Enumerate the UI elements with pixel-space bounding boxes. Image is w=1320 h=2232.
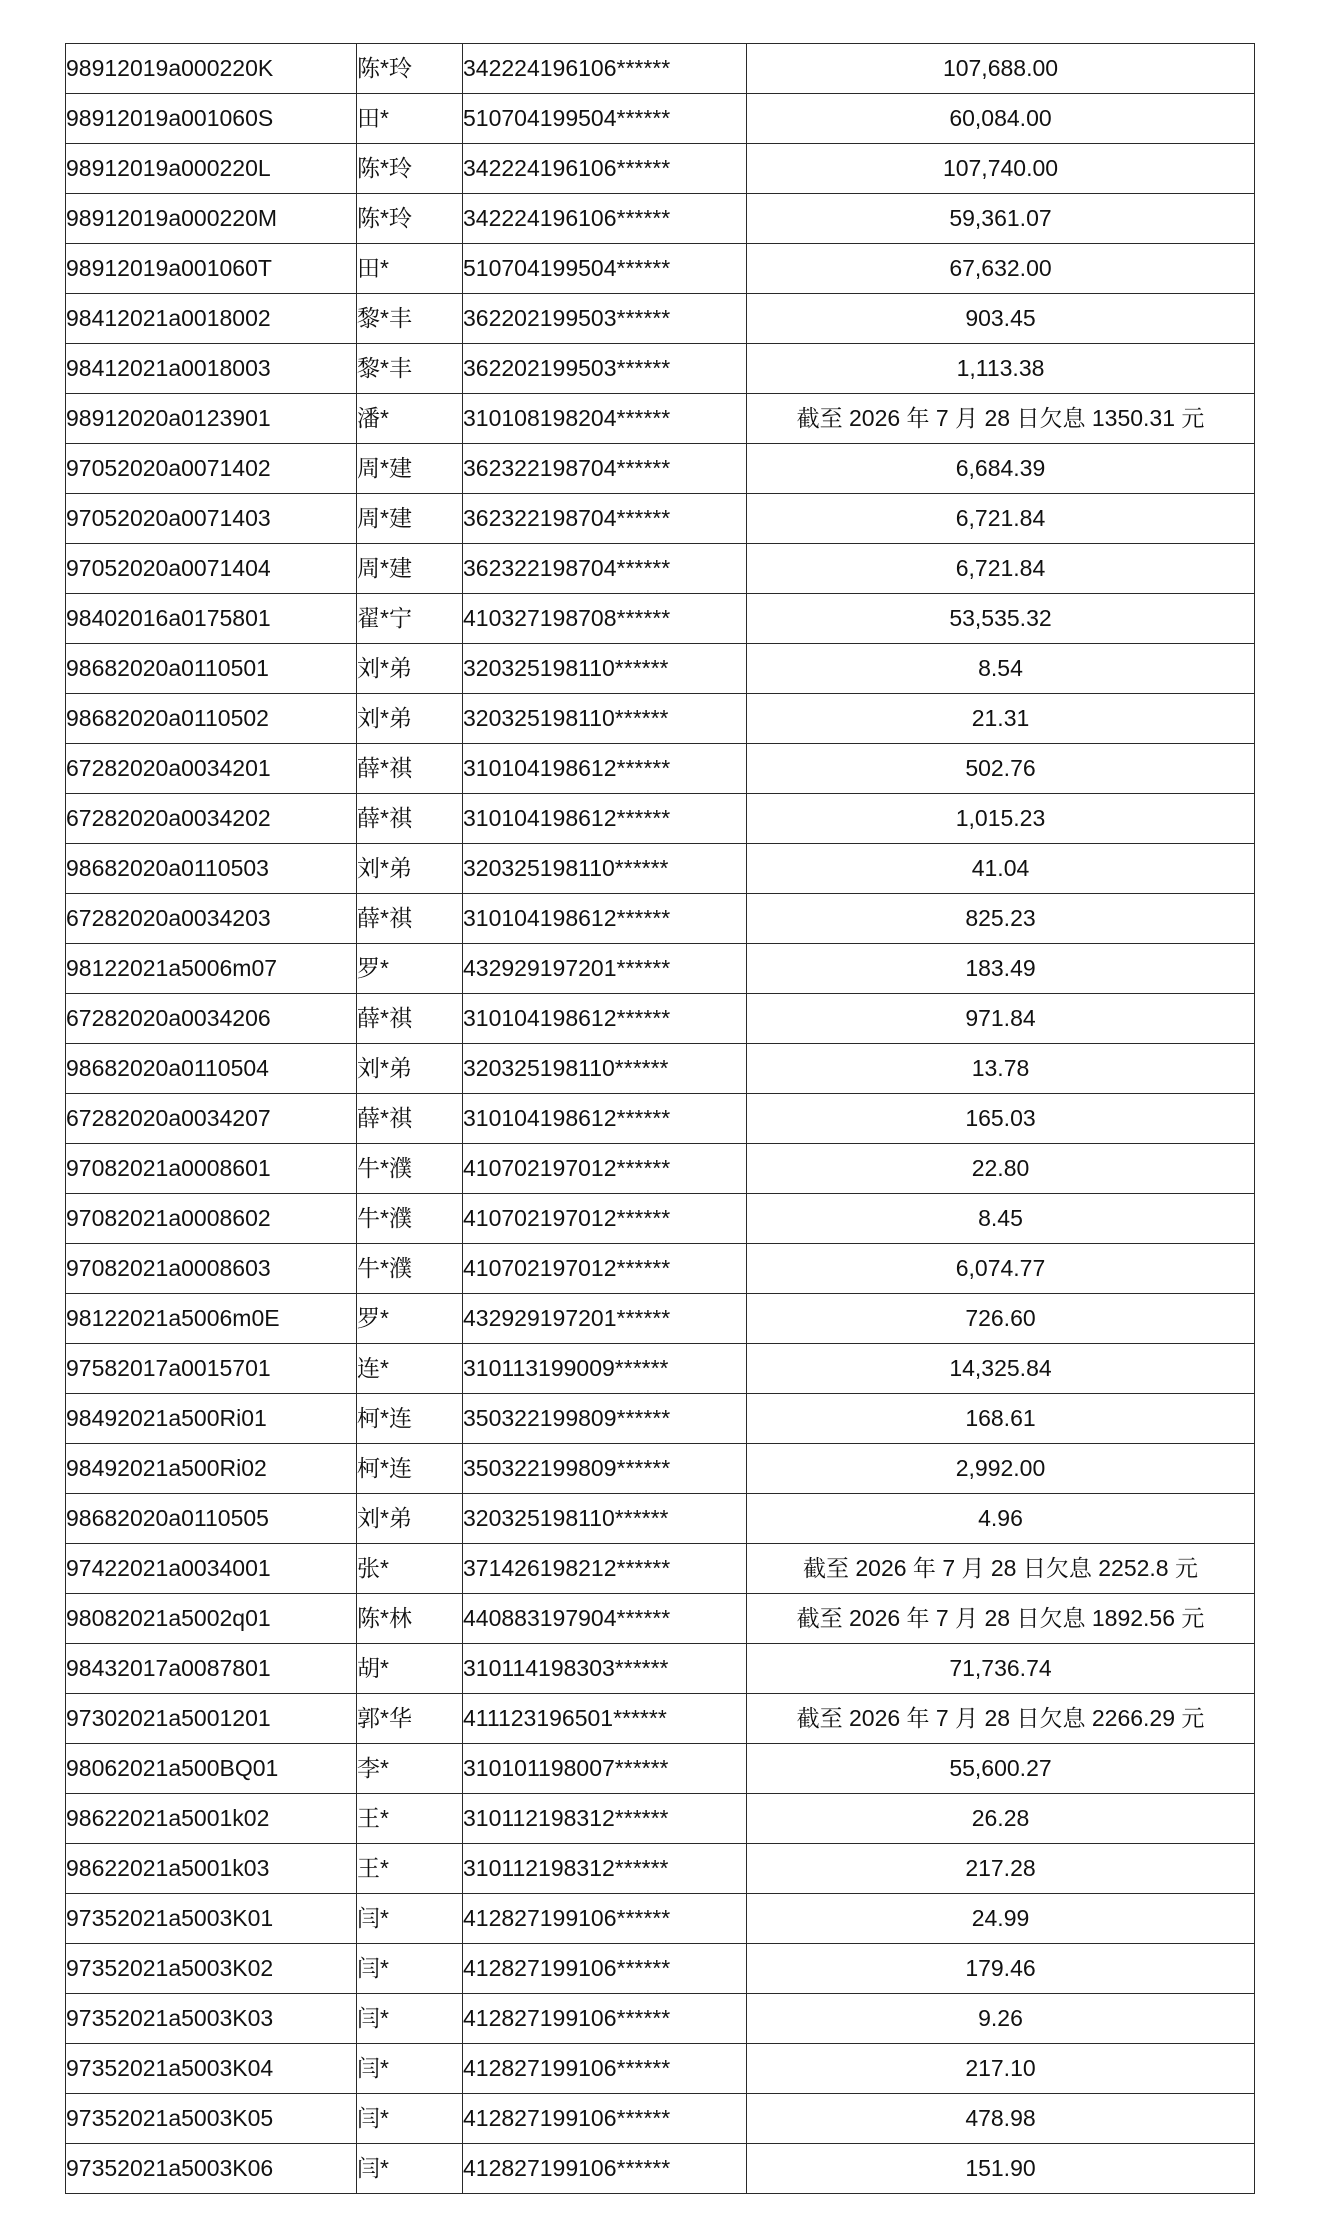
table-row <box>66 1894 1255 1944</box>
amount-cell: 截至 2026 年 7 月 28 日欠息 1892.56 元 <box>747 1594 1255 1644</box>
id-number-cell: 510704199504****** <box>463 244 747 294</box>
id-number-cell: 320325198110****** <box>463 1494 747 1544</box>
amount-cell: 165.03 <box>747 1094 1255 1144</box>
contract-number-cell: 98122021a5006m0E <box>66 1294 357 1344</box>
id-number-cell: 320325198110****** <box>463 1044 747 1094</box>
table-row <box>66 2044 1255 2094</box>
borrower-name-cell: 李* <box>357 1744 463 1794</box>
amount-cell: 971.84 <box>747 994 1255 1044</box>
id-number-cell: 350322199809****** <box>463 1444 747 1494</box>
amount-cell: 217.10 <box>747 2044 1255 2094</box>
borrower-name-cell: 张* <box>357 1544 463 1594</box>
borrower-name-cell: 陈*玲 <box>357 44 463 94</box>
table-row <box>66 594 1255 644</box>
table-row <box>66 744 1255 794</box>
table-row <box>66 1594 1255 1644</box>
borrower-name-cell: 薛*祺 <box>357 794 463 844</box>
contract-number-cell: 98412021a0018002 <box>66 294 357 344</box>
table-row <box>66 1394 1255 1444</box>
table-row <box>66 1044 1255 1094</box>
table-row <box>66 1344 1255 1394</box>
amount-cell: 179.46 <box>747 1944 1255 1994</box>
amount-cell: 217.28 <box>747 1844 1255 1894</box>
id-number-cell: 432929197201****** <box>463 944 747 994</box>
table-row <box>66 1294 1255 1344</box>
contract-number-cell: 98682020a0110504 <box>66 1044 357 1094</box>
amount-cell: 2,992.00 <box>747 1444 1255 1494</box>
contract-number-cell: 98682020a0110501 <box>66 644 357 694</box>
borrower-name-cell: 周*建 <box>357 494 463 544</box>
table-row <box>66 944 1255 994</box>
id-number-cell: 411123196501****** <box>463 1694 747 1744</box>
table-row <box>66 194 1255 244</box>
amount-cell: 71,736.74 <box>747 1644 1255 1694</box>
id-number-cell: 362322198704****** <box>463 494 747 544</box>
id-number-cell: 440883197904****** <box>463 1594 747 1644</box>
borrower-name-cell: 田* <box>357 244 463 294</box>
id-number-cell: 310101198007****** <box>463 1744 747 1794</box>
contract-number-cell: 98492021a500Ri02 <box>66 1444 357 1494</box>
borrower-name-cell: 闫* <box>357 1994 463 2044</box>
table-row <box>66 294 1255 344</box>
id-number-cell: 410702197012****** <box>463 1144 747 1194</box>
amount-cell: 8.54 <box>747 644 1255 694</box>
id-number-cell: 310104198612****** <box>463 794 747 844</box>
contract-number-cell: 67282020a0034201 <box>66 744 357 794</box>
loan-table <box>65 43 1255 2194</box>
amount-cell: 41.04 <box>747 844 1255 894</box>
id-number-cell: 412827199106****** <box>463 2094 747 2144</box>
borrower-name-cell: 刘*弟 <box>357 844 463 894</box>
borrower-name-cell: 柯*连 <box>357 1444 463 1494</box>
contract-number-cell: 98912019a001060S <box>66 94 357 144</box>
table-row <box>66 1844 1255 1894</box>
id-number-cell: 410702197012****** <box>463 1194 747 1244</box>
amount-cell: 13.78 <box>747 1044 1255 1094</box>
table-row <box>66 44 1255 94</box>
id-number-cell: 412827199106****** <box>463 2144 747 2194</box>
amount-cell: 8.45 <box>747 1194 1255 1244</box>
table-row <box>66 1644 1255 1694</box>
contract-number-cell: 98912020a0123901 <box>66 394 357 444</box>
borrower-name-cell: 郭*华 <box>357 1694 463 1744</box>
borrower-name-cell: 陈*林 <box>357 1594 463 1644</box>
borrower-name-cell: 牛*濮 <box>357 1244 463 1294</box>
id-number-cell: 510704199504****** <box>463 94 747 144</box>
amount-cell: 55,600.27 <box>747 1744 1255 1794</box>
contract-number-cell: 98912019a001060T <box>66 244 357 294</box>
id-number-cell: 410702197012****** <box>463 1244 747 1294</box>
id-number-cell: 412827199106****** <box>463 1894 747 1944</box>
borrower-name-cell: 刘*弟 <box>357 694 463 744</box>
borrower-name-cell: 胡* <box>357 1644 463 1694</box>
contract-number-cell: 97352021a5003K05 <box>66 2094 357 2144</box>
borrower-name-cell: 陈*玲 <box>357 194 463 244</box>
contract-number-cell: 67282020a0034202 <box>66 794 357 844</box>
contract-number-cell: 98912019a000220M <box>66 194 357 244</box>
amount-cell: 59,361.07 <box>747 194 1255 244</box>
contract-number-cell: 98912019a000220K <box>66 44 357 94</box>
borrower-name-cell: 闫* <box>357 1894 463 1944</box>
table-row <box>66 344 1255 394</box>
amount-cell: 726.60 <box>747 1294 1255 1344</box>
id-number-cell: 412827199106****** <box>463 1994 747 2044</box>
contract-number-cell: 97352021a5003K03 <box>66 1994 357 2044</box>
contract-number-cell: 97352021a5003K06 <box>66 2144 357 2194</box>
contract-number-cell: 98082021a5002q01 <box>66 1594 357 1644</box>
id-number-cell: 412827199106****** <box>463 1944 747 1994</box>
id-number-cell: 342224196106****** <box>463 144 747 194</box>
amount-cell: 151.90 <box>747 2144 1255 2194</box>
borrower-name-cell: 田* <box>357 94 463 144</box>
amount-cell: 60,084.00 <box>747 94 1255 144</box>
table-row <box>66 144 1255 194</box>
table-row <box>66 794 1255 844</box>
table-row <box>66 1244 1255 1294</box>
amount-cell: 6,074.77 <box>747 1244 1255 1294</box>
table-row <box>66 1794 1255 1844</box>
contract-number-cell: 98492021a500Ri01 <box>66 1394 357 1444</box>
id-number-cell: 320325198110****** <box>463 844 747 894</box>
contract-number-cell: 97052020a0071403 <box>66 494 357 544</box>
table-row <box>66 1094 1255 1144</box>
amount-cell: 截至 2026 年 7 月 28 日欠息 1350.31 元 <box>747 394 1255 444</box>
id-number-cell: 362202199503****** <box>463 294 747 344</box>
amount-cell: 107,740.00 <box>747 144 1255 194</box>
amount-cell: 22.80 <box>747 1144 1255 1194</box>
id-number-cell: 310104198612****** <box>463 994 747 1044</box>
amount-cell: 168.61 <box>747 1394 1255 1444</box>
borrower-name-cell: 薛*祺 <box>357 744 463 794</box>
table-row <box>66 494 1255 544</box>
borrower-name-cell: 闫* <box>357 2144 463 2194</box>
id-number-cell: 310112198312****** <box>463 1794 747 1844</box>
id-number-cell: 320325198110****** <box>463 644 747 694</box>
table-row <box>66 94 1255 144</box>
borrower-name-cell: 王* <box>357 1794 463 1844</box>
borrower-name-cell: 罗* <box>357 1294 463 1344</box>
borrower-name-cell: 罗* <box>357 944 463 994</box>
amount-cell: 1,015.23 <box>747 794 1255 844</box>
borrower-name-cell: 闫* <box>357 2044 463 2094</box>
amount-cell: 6,684.39 <box>747 444 1255 494</box>
table-row <box>66 994 1255 1044</box>
amount-cell: 14,325.84 <box>747 1344 1255 1394</box>
borrower-name-cell: 闫* <box>357 1944 463 1994</box>
table-row <box>66 1944 1255 1994</box>
amount-cell: 502.76 <box>747 744 1255 794</box>
id-number-cell: 412827199106****** <box>463 2044 747 2094</box>
borrower-name-cell: 潘* <box>357 394 463 444</box>
amount-cell: 478.98 <box>747 2094 1255 2144</box>
borrower-name-cell: 柯*连 <box>357 1394 463 1444</box>
id-number-cell: 362322198704****** <box>463 444 747 494</box>
id-number-cell: 310104198612****** <box>463 1094 747 1144</box>
id-number-cell: 310108198204****** <box>463 394 747 444</box>
contract-number-cell: 98682020a0110502 <box>66 694 357 744</box>
table-row <box>66 1444 1255 1494</box>
contract-number-cell: 97352021a5003K02 <box>66 1944 357 1994</box>
contract-number-cell: 67282020a0034203 <box>66 894 357 944</box>
contract-number-cell: 97582017a0015701 <box>66 1344 357 1394</box>
document-page <box>65 43 1254 2194</box>
contract-number-cell: 97352021a5003K01 <box>66 1894 357 1944</box>
amount-cell: 183.49 <box>747 944 1255 994</box>
id-number-cell: 432929197201****** <box>463 1294 747 1344</box>
borrower-name-cell: 薛*祺 <box>357 1094 463 1144</box>
table-row <box>66 1194 1255 1244</box>
id-number-cell: 310112198312****** <box>463 1844 747 1894</box>
table-row <box>66 844 1255 894</box>
table-row <box>66 444 1255 494</box>
amount-cell: 21.31 <box>747 694 1255 744</box>
borrower-name-cell: 薛*祺 <box>357 894 463 944</box>
borrower-name-cell: 陈*玲 <box>357 144 463 194</box>
borrower-name-cell: 刘*弟 <box>357 1494 463 1544</box>
table-row <box>66 644 1255 694</box>
table-row <box>66 544 1255 594</box>
id-number-cell: 362202199503****** <box>463 344 747 394</box>
borrower-name-cell: 刘*弟 <box>357 644 463 694</box>
amount-cell: 截至 2026 年 7 月 28 日欠息 2252.8 元 <box>747 1544 1255 1594</box>
contract-number-cell: 97052020a0071404 <box>66 544 357 594</box>
table-row <box>66 1694 1255 1744</box>
id-number-cell: 310113199009****** <box>463 1344 747 1394</box>
borrower-name-cell: 王* <box>357 1844 463 1894</box>
contract-number-cell: 97052020a0071402 <box>66 444 357 494</box>
table-row <box>66 894 1255 944</box>
amount-cell: 9.26 <box>747 1994 1255 2044</box>
borrower-name-cell: 闫* <box>357 2094 463 2144</box>
amount-cell: 6,721.84 <box>747 494 1255 544</box>
amount-cell: 53,535.32 <box>747 594 1255 644</box>
id-number-cell: 310104198612****** <box>463 744 747 794</box>
table-row <box>66 244 1255 294</box>
amount-cell: 67,632.00 <box>747 244 1255 294</box>
table-body <box>66 44 1255 2194</box>
id-number-cell: 371426198212****** <box>463 1544 747 1594</box>
amount-cell: 1,113.38 <box>747 344 1255 394</box>
contract-number-cell: 97302021a5001201 <box>66 1694 357 1744</box>
table-row <box>66 2144 1255 2194</box>
table-row <box>66 1744 1255 1794</box>
id-number-cell: 362322198704****** <box>463 544 747 594</box>
borrower-name-cell: 黎*丰 <box>357 294 463 344</box>
table-row <box>66 2094 1255 2144</box>
contract-number-cell: 97082021a0008603 <box>66 1244 357 1294</box>
borrower-name-cell: 刘*弟 <box>357 1044 463 1094</box>
table-row <box>66 1144 1255 1194</box>
table-row <box>66 1544 1255 1594</box>
contract-number-cell: 98062021a500BQ01 <box>66 1744 357 1794</box>
id-number-cell: 310104198612****** <box>463 894 747 944</box>
id-number-cell: 310114198303****** <box>463 1644 747 1694</box>
borrower-name-cell: 连* <box>357 1344 463 1394</box>
contract-number-cell: 97082021a0008601 <box>66 1144 357 1194</box>
contract-number-cell: 67282020a0034207 <box>66 1094 357 1144</box>
amount-cell: 903.45 <box>747 294 1255 344</box>
amount-cell: 4.96 <box>747 1494 1255 1544</box>
amount-cell: 截至 2026 年 7 月 28 日欠息 2266.29 元 <box>747 1694 1255 1744</box>
table-row <box>66 1494 1255 1544</box>
table-row <box>66 394 1255 444</box>
contract-number-cell: 98432017a0087801 <box>66 1644 357 1694</box>
id-number-cell: 342224196106****** <box>463 194 747 244</box>
contract-number-cell: 98682020a0110505 <box>66 1494 357 1544</box>
amount-cell: 825.23 <box>747 894 1255 944</box>
contract-number-cell: 98402016a0175801 <box>66 594 357 644</box>
amount-cell: 6,721.84 <box>747 544 1255 594</box>
amount-cell: 24.99 <box>747 1894 1255 1944</box>
contract-number-cell: 67282020a0034206 <box>66 994 357 1044</box>
id-number-cell: 410327198708****** <box>463 594 747 644</box>
contract-number-cell: 98682020a0110503 <box>66 844 357 894</box>
contract-number-cell: 98412021a0018003 <box>66 344 357 394</box>
amount-cell: 107,688.00 <box>747 44 1255 94</box>
contract-number-cell: 98622021a5001k03 <box>66 1844 357 1894</box>
borrower-name-cell: 翟*宁 <box>357 594 463 644</box>
contract-number-cell: 97422021a0034001 <box>66 1544 357 1594</box>
contract-number-cell: 97082021a0008602 <box>66 1194 357 1244</box>
contract-number-cell: 98912019a000220L <box>66 144 357 194</box>
borrower-name-cell: 周*建 <box>357 444 463 494</box>
contract-number-cell: 98122021a5006m07 <box>66 944 357 994</box>
contract-number-cell: 98622021a5001k02 <box>66 1794 357 1844</box>
id-number-cell: 350322199809****** <box>463 1394 747 1444</box>
contract-number-cell: 97352021a5003K04 <box>66 2044 357 2094</box>
table-row <box>66 1994 1255 2044</box>
borrower-name-cell: 周*建 <box>357 544 463 594</box>
table-row <box>66 694 1255 744</box>
amount-cell: 26.28 <box>747 1794 1255 1844</box>
borrower-name-cell: 薛*祺 <box>357 994 463 1044</box>
id-number-cell: 342224196106****** <box>463 44 747 94</box>
borrower-name-cell: 牛*濮 <box>357 1144 463 1194</box>
id-number-cell: 320325198110****** <box>463 694 747 744</box>
borrower-name-cell: 黎*丰 <box>357 344 463 394</box>
borrower-name-cell: 牛*濮 <box>357 1194 463 1244</box>
